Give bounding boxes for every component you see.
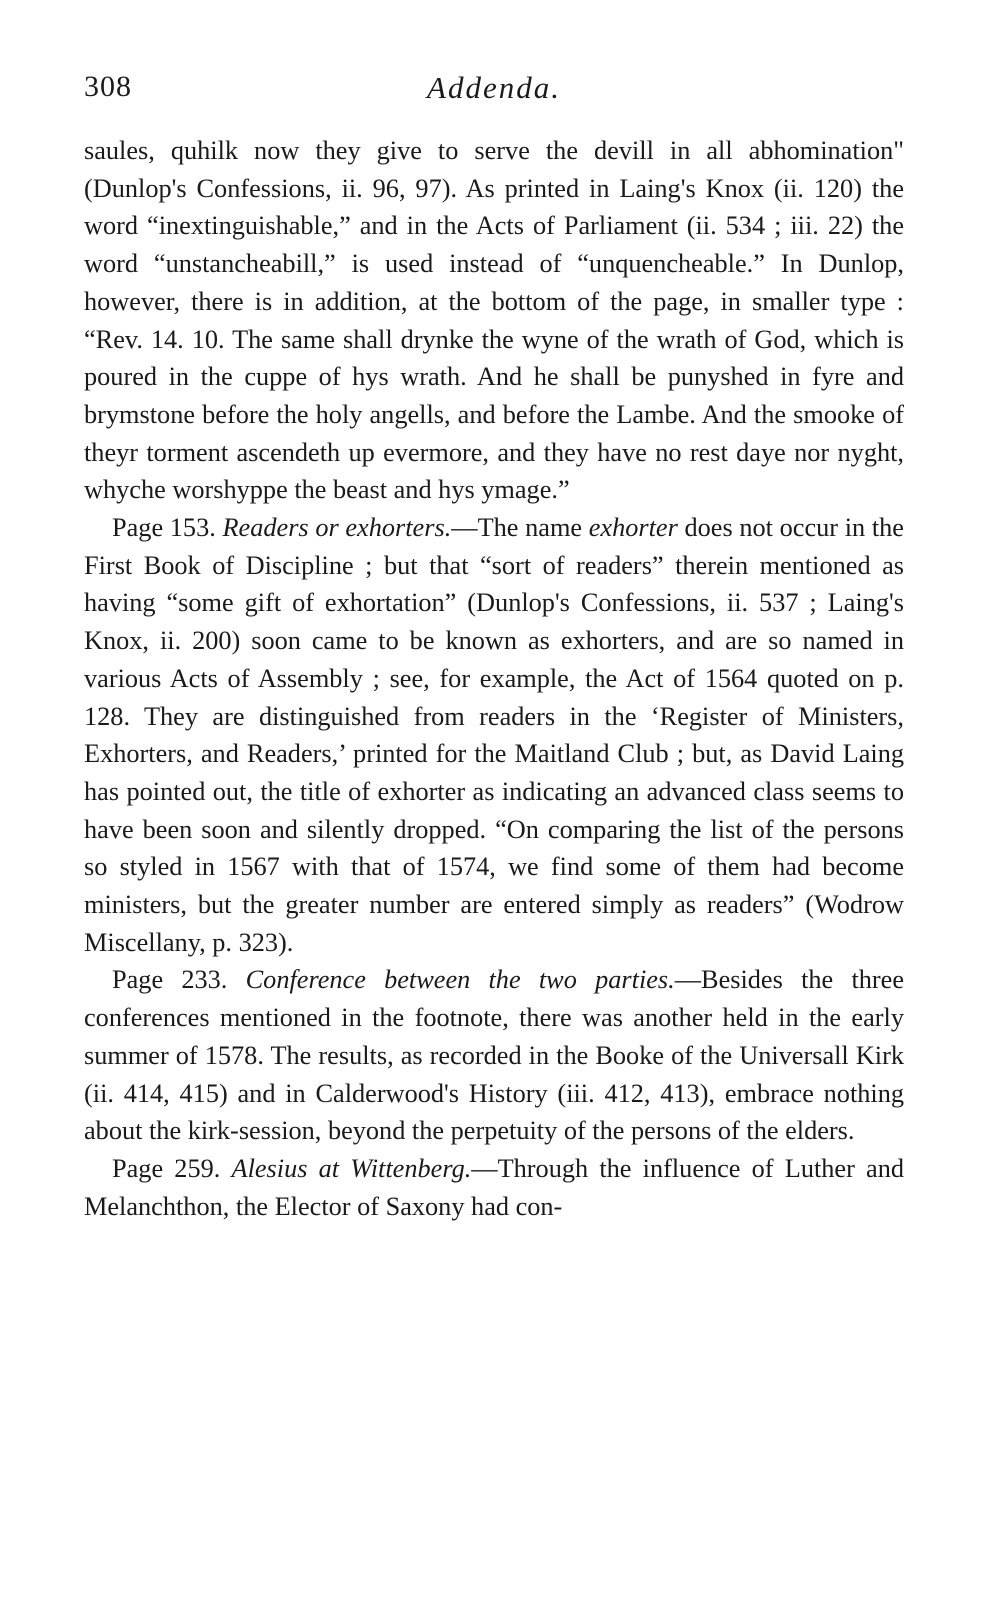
page-number: 308 bbox=[84, 70, 132, 103]
entry-heading: Readers or exhorters. bbox=[222, 513, 452, 543]
italic-term: exhorter bbox=[588, 513, 678, 543]
entry-heading: Conference between the two parties. bbox=[245, 965, 675, 995]
page-reference: Page 153. bbox=[112, 513, 223, 543]
paragraph-readers-exhorters bbox=[84, 509, 904, 961]
book-page bbox=[84, 64, 904, 1225]
paragraph-text: —The name bbox=[451, 513, 589, 543]
paragraph-text: saules, quhilk now they give to serve the devill in all abhomination" (Dunlop's Confessions, ii. 96, 97). As printed in Laing's Knox (ii. 120) the word “inextinguishable,” and in the Acts of Parliament (ii. 534 ; iii. 22) the word “unstancheabill,” is used instead of “unquencheable.” In Dunlop, however, there is in addition, at the bottom of the page, in smaller type : “Rev. 14. 10. The same shall drynke the wyne of the wrath of God, which is poured in the cuppe of hys wrath. And he shall be punyshed in fyre and brymstone before the holy angells, and before the Lambe. And the smooke of theyr torment ascendeth up evermore, and they have no rest daye nor nyght, whyche worshyppe the beast and hys ymage.” bbox=[84, 136, 904, 505]
paragraph-text: —Through the influence of Luther and Melanchthon, the Elector of Saxony had con- bbox=[84, 1153, 904, 1221]
paragraph-text: does not occur in the First Book of Discipline ; but that “sort of readers” therein mentioned as having “some gift of exhortation” (Dunlop's Confessions, ii. 537 ; Laing's Knox, ii. 200) soon came to be known as exhorters, and are so named in various Acts of Assembly ; see, for example, the Act of 1564 quoted on p. 128. They are distinguished from readers in the ‘Register of Ministers, Exhorters, and Readers,’ printed for the Maitland Club ; but, as David Laing has pointed out, the title of exhorter as indicating an advanced class seems to have been soon and silently dropped. “On comparing the list of the persons so styled in 1567 with that of 1574, we find some of them had become ministers, but the greater number are entered simply as readers” (Wodrow Miscellany, p. 323). bbox=[84, 513, 904, 957]
paragraph-continuation bbox=[84, 132, 904, 509]
running-head bbox=[84, 64, 904, 116]
paragraph-text: —Besides the three conferences mentioned in the footnote, there was another held in the early summer of 1578. The results, as recorded in the Booke of the Universall Kirk (ii. 414, 415) and in Calderwood's History (iii. 412, 413), embrace nothing about the kirk-session, beyond the perpetuity of the persons of the elders. bbox=[84, 965, 904, 1146]
entry-heading: Alesius at Wittenberg. bbox=[231, 1153, 472, 1183]
paragraph-conference bbox=[84, 961, 904, 1150]
running-title: Addenda. bbox=[427, 70, 561, 105]
paragraph-alesius bbox=[84, 1150, 904, 1225]
page-reference: Page 233. bbox=[112, 965, 246, 995]
page-reference: Page 259. bbox=[112, 1153, 232, 1183]
body-text bbox=[84, 132, 904, 1225]
